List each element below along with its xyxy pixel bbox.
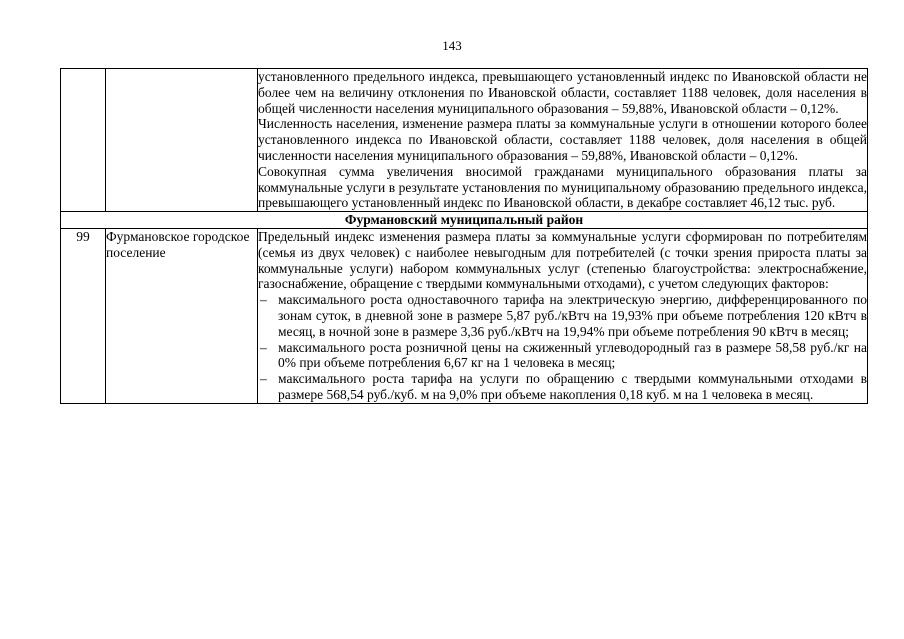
settlement-cell bbox=[106, 69, 258, 212]
entry-number: 99 bbox=[61, 228, 106, 403]
list-item-text: максимального роста розничной цены на сжиженный углеводородный газ в размере 58,58 руб./кг на 0% при объеме потребления 6,67 кг на 1 человека в месяц; bbox=[278, 339, 867, 371]
list-item bbox=[258, 340, 867, 372]
paragraph: Численность населения, изменение размера платы за коммунальные услуги в отношении которого более установленного индекса по Ивановской области, составляет 1188 человек, доля населения в общей численности населения муниципального образования – 59,88%, Ивановской области – 0,12%. bbox=[258, 116, 867, 163]
content-cell bbox=[258, 69, 868, 212]
section-title: Фурмановский муниципальный район bbox=[61, 212, 868, 229]
list-item-text: максимального роста одноставочного тарифа на электрическую энергию, дифференцированного по зонам суток, в дневной зоне в размере 5,87 руб./кВтч на 19,93% при объеме потребления 120 кВтч в месяц, в ночной зоне в размере 3,36 руб./кВтч на 19,94% при объеме потребления 90 кВтч в месяц; bbox=[278, 292, 867, 339]
dash-bullet: – bbox=[260, 371, 267, 387]
dash-bullet: – bbox=[260, 339, 267, 355]
paragraph: установленного предельного индекса, превышающего установленный индекс по Ивановской области не более чем на величину отклонения по Ивановской области, составляет 1188 человек, доля населения в общей численности населения муниципального образования – 59,88%, Ивановской области – 0,12%. bbox=[258, 69, 867, 116]
page-number: 143 bbox=[442, 38, 462, 53]
intro-paragraph: Предельный индекс изменения размера платы за коммунальные услуги сформирован по потребителям (семья из двух человек) с наиболее невыгодным для потребителей (с точки зрения прироста платы за коммунальные услуги) набором коммунальных услуг (степенью благоустройства: электроснабжение, газоснабжение, обращение с твердыми коммунальными отходами), с учетом следующих факторов: bbox=[258, 228, 867, 292]
table-row bbox=[61, 228, 868, 403]
number-cell bbox=[61, 69, 106, 212]
content-cell bbox=[258, 228, 868, 403]
section-header-row bbox=[61, 212, 868, 229]
table-row bbox=[61, 69, 868, 212]
list-item-text: максимального роста тарифа на услуги по обращению с твердыми коммунальными отходами в размере 568,54 руб./куб. м на 9,0% при объеме накопления 0,18 куб. м на 1 человека в месяц. bbox=[278, 371, 867, 402]
paragraph: Совокупная сумма увеличения вносимой гражданами муниципального образования платы за коммунальные услуги в результате установления по муниципальному образованию предельного индекса, превышающего установленный индекс по Ивановской области, в декабре составляет 46,12 тыс. руб. bbox=[258, 163, 867, 211]
list-item bbox=[258, 292, 867, 339]
list-item bbox=[258, 371, 867, 403]
dash-bullet: – bbox=[260, 292, 267, 308]
settlement-name: Фурмановское городское поселение bbox=[106, 228, 258, 403]
document-table bbox=[60, 68, 868, 404]
